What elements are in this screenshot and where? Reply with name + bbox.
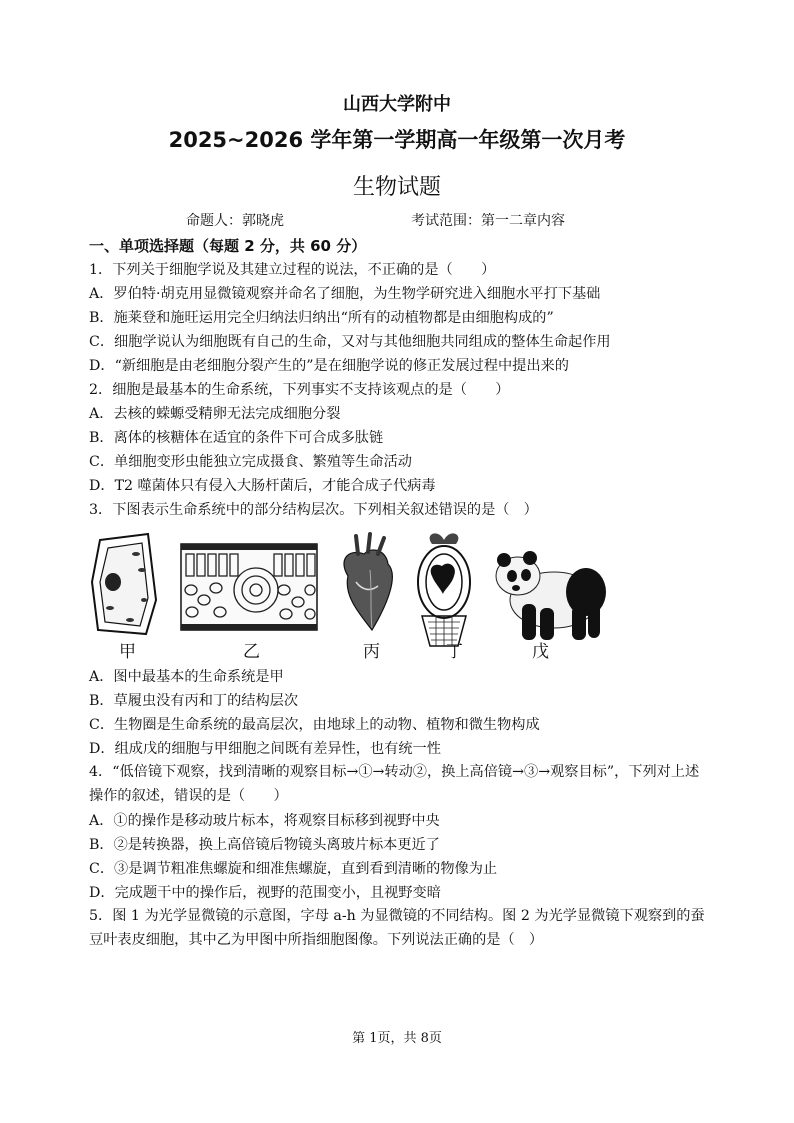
q1-stem: 1．下列关于细胞学说及其建立过程的说法，不正确的是（ ） bbox=[89, 262, 496, 278]
exam-scope: 考试范围：第一二章内容 bbox=[411, 213, 565, 229]
setter: 命题人：郭晓虎 bbox=[186, 213, 284, 229]
leaf-tissue-drawing bbox=[181, 544, 317, 630]
school-name: 山西大学附中 bbox=[343, 94, 451, 115]
q1-option-a: A．罗伯特·胡克用显微镜观察并命名了细胞，为生物学研究进入细胞水平打下基础 bbox=[89, 286, 601, 302]
q4-option-c: C．③是调节粗准焦螺旋和细准焦螺旋，直到看到清晰的物像为止 bbox=[89, 861, 498, 877]
circulatory-system-drawing bbox=[418, 533, 470, 646]
exam-term-title: 2025~2026 学年第一学期高一年级第一次月考 bbox=[168, 128, 626, 152]
q2-option-c: C．单细胞变形虫能独立完成摄食、繁殖等生命活动 bbox=[89, 454, 412, 470]
q5-stem: 5．图 1 为光学显微镜的示意图，字母 a-h 为显微镜的不同结构。图 2 为光学显微镜下观察到的蚕豆叶表皮细胞，其中乙为甲图中所指细胞图像。下列说法正确的是（ ） bbox=[89, 908, 705, 948]
q3-option-c: C．生物圈是生命系统的最高层次，由地球上的动物、植物和微生物构成 bbox=[89, 717, 540, 733]
figure-label-bing: 丙 bbox=[363, 642, 380, 662]
figure-label-ding: 丁 bbox=[446, 642, 463, 662]
q3-option-b: B．草履虫没有丙和丁的结构层次 bbox=[89, 693, 299, 709]
q2-stem: 2．细胞是最基本的生命系统，下列事实不支持该观点的是（ ） bbox=[89, 382, 510, 398]
q4-option-d: D．完成题干中的操作后，视野的范围变小，且视野变暗 bbox=[89, 885, 441, 901]
q2-option-d: D．T2 噬菌体只有侵入大肠杆菌后，才能合成子代病毒 bbox=[89, 478, 436, 494]
q1-option-d: D．“新细胞是由老细胞分裂产生的”是在细胞学说的修正发展过程中提出来的 bbox=[89, 358, 569, 374]
q3-option-a: A．图中最基本的生命系统是甲 bbox=[89, 669, 284, 685]
figure-label-jia: 甲 bbox=[119, 642, 136, 662]
q4-stem: 4．“低倍镜下观察，找到清晰的观察目标→①→转动②，换上高倍镜→③→观察目标”，下列对上述操作的叙述，错误的是（ ） bbox=[89, 764, 700, 804]
q2-option-b: B．离体的核糖体在适宜的条件下可合成多肽链 bbox=[89, 430, 384, 446]
q1-option-c: C．细胞学说认为细胞既有自己的生命，又对与其他细胞共同组成的整体生命起作用 bbox=[89, 334, 611, 350]
heart-drawing bbox=[344, 534, 392, 630]
figure-label-wu: 戊 bbox=[532, 642, 549, 662]
q1-option-b: B．施莱登和施旺运用完全归纳法归纳出“所有的动植物都是由细胞构成的” bbox=[89, 310, 554, 326]
q3-option-d: D．组成戊的细胞与甲细胞之间既有差异性，也有统一性 bbox=[89, 741, 441, 757]
q3-stem: 3．下图表示生命系统中的部分结构层次。下列相关叙述错误的是（ ） bbox=[89, 502, 538, 518]
figure-label-yi: 乙 bbox=[243, 642, 260, 662]
plant-cell-drawing bbox=[92, 534, 156, 634]
page-footer: 第 1页，共 8页 bbox=[352, 1031, 442, 1046]
panda-drawing bbox=[496, 551, 606, 640]
q2-option-a: A．去核的蝾螈受精卵无法完成细胞分裂 bbox=[89, 406, 341, 422]
section-title: 一、单项选择题（每题 2 分，共 60 分） bbox=[89, 237, 367, 255]
subject-title: 生物试题 bbox=[352, 175, 441, 200]
q4-option-b: B．②是转换器，换上高倍镜后物镜头离玻片标本更近了 bbox=[89, 837, 440, 853]
q4-option-a: A．①的操作是移动玻片标本，将观察目标移到视野中央 bbox=[89, 813, 440, 829]
